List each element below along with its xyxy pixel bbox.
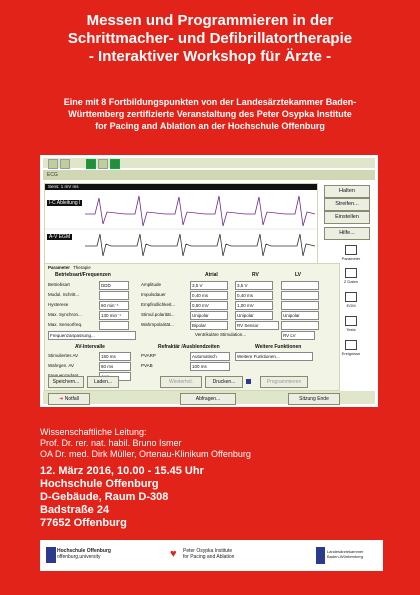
leader-2: OA Dr. med. Dirk Müller, Ortenau-Klinikum Offenburg: [40, 449, 251, 459]
tab-parameter[interactable]: Parameter: [48, 265, 71, 270]
settings-button[interactable]: Einstellen: [324, 211, 370, 224]
toolbar-icon: [60, 159, 70, 169]
subtitle-line-2: Württemberg zertifizierte Veranstaltung des Peter Osypka Institute: [68, 109, 352, 119]
side-item-egm[interactable]: EGM: [341, 292, 361, 308]
mod-step-value[interactable]: [99, 291, 129, 300]
leadership-block: [40, 427, 251, 460]
tests-icon: [345, 316, 357, 326]
leadership-header: Wissenschaftliche Leitung:: [40, 427, 147, 437]
ecg-display: [44, 183, 318, 264]
toolbar-icon: [98, 159, 108, 169]
poster-subtitle: [0, 96, 420, 132]
toolbar-icon: [86, 159, 96, 169]
event-details: [40, 465, 204, 530]
side-item-tests[interactable]: Tests: [341, 316, 361, 332]
subtitle-line-3: for Pacing and Ablation an der Hochschule Offenburg: [95, 121, 325, 131]
status-square-icon: [246, 379, 251, 384]
ecg-status: Sens: 1 mV ms: [48, 184, 79, 189]
heart-icon: ♥: [170, 548, 177, 560]
strip-button[interactable]: Streifen...: [324, 198, 370, 211]
repeat-button[interactable]: Wiederhol.: [160, 376, 202, 388]
ecg-lead1-label: I-C Ableitung I: [49, 200, 81, 206]
ventric-stim-value[interactable]: RV LV: [281, 331, 315, 340]
emergency-button[interactable]: ➜ Notfall: [48, 393, 90, 405]
parameter-icon: [345, 245, 357, 255]
load-button[interactable]: Laden...: [87, 376, 119, 388]
event-building: D-Gebäude, Raum D-308: [40, 491, 169, 503]
modes-header: Betriebsart/Frequenzen: [55, 272, 111, 278]
save-button[interactable]: Speichern...: [48, 376, 84, 388]
poster-title: [0, 12, 420, 66]
parameter-panel: Parameter Therapie Betriebsart/Frequenzen Betriebsart DDD Modul. Schritt... Hysterese 60 min⁻¹ Max. Synchron... 130 min⁻¹ Max. Sensorfreq. Frequenzanpassung... Atrial RV LV Amplitude Impulsdauer Empfindlichkeit... Stimul.polarität... Wahrnpolarität... 3,5 V 0,40 ms 0,50 mV Unipolar Bipolar 3,5 V 0,40 ms 1,00 mV Unipolar RV Sensor Unipolar Ventrikuläre Stimulation... RV LV AV-Intervalle Refraktär /Ausblendzeiten Weitere Funktionen Stimuliertes AV 150 ms Wahrgen. AV 80 ms PVARP Automatisch PVAB 100 ms Weitere Funktionen...: [44, 263, 340, 391]
interrogate-button[interactable]: Abfragen...: [180, 393, 236, 405]
hs-offenburg-logo-icon: [46, 547, 56, 563]
event-date: 12. März 2016, 10.00 - 15.45 Uhr: [40, 465, 204, 477]
hysteresis-value[interactable]: 60 min⁻¹: [99, 301, 129, 310]
mode-value[interactable]: DDD: [99, 281, 129, 290]
hold-button[interactable]: Halten: [324, 185, 370, 198]
laek-logo: Landesärztekammer Baden-Württemberg: [327, 549, 364, 559]
subtitle-line-1: Eine mit 8 Fortbildungspunkten von der Landesärztekammer Baden-: [63, 97, 357, 107]
event-city: 77652 Offenburg: [40, 517, 127, 529]
side-item-data[interactable]: Z Daten: [341, 268, 361, 284]
side-item-parameter[interactable]: Parameter: [341, 245, 361, 261]
event-street: Badstraße 24: [40, 504, 110, 516]
help-button[interactable]: Hilfe...: [324, 227, 370, 240]
laek-logo-icon: [316, 547, 325, 564]
egm-icon: [345, 292, 357, 302]
print-button[interactable]: Drucken...: [205, 376, 243, 388]
toolbar-icon: [110, 159, 120, 169]
logo-bar: [40, 540, 383, 571]
end-session-button[interactable]: Sitzung Ende: [288, 393, 340, 405]
programmer-screenshot: [40, 155, 378, 407]
title-line-3: - Interaktiver Workshop für Ärzte -: [88, 48, 332, 65]
hs-offenburg-logo: Hochschule Offenburg offenburg.university: [57, 548, 111, 560]
screenshot-title-bar: ECG: [43, 170, 375, 180]
max-sensor-value[interactable]: [99, 321, 129, 330]
rate-adapt-button[interactable]: Frequenzanpassung...: [48, 331, 136, 340]
tab-therapy[interactable]: Therapie: [73, 265, 91, 270]
side-item-events[interactable]: Ereignisse: [341, 340, 361, 356]
data-icon: [345, 268, 357, 278]
osypka-institute-logo: Peter Osypka Institute for Pacing and Ablation: [183, 548, 235, 560]
max-sync-value[interactable]: 130 min⁻¹: [99, 311, 129, 320]
toolbar-icon: [48, 159, 58, 169]
program-button[interactable]: Programmieren: [260, 376, 308, 388]
further-functions-button[interactable]: Weitere Funktionen...: [235, 352, 313, 361]
ecg-lead2-label: A-V EGM: [49, 234, 71, 240]
events-icon: [345, 340, 357, 350]
title-line-2: Schrittmacher- und Defibrillatortherapie: [67, 30, 353, 47]
leader-1: Prof. Dr. rer. nat. habil. Bruno Ismer: [40, 438, 182, 448]
ecg-waveforms: [45, 184, 317, 263]
arrow-icon: ➜: [59, 396, 64, 402]
title-line-1: Messen und Programmieren in der: [86, 12, 334, 29]
event-place: Hochschule Offenburg: [40, 478, 159, 490]
